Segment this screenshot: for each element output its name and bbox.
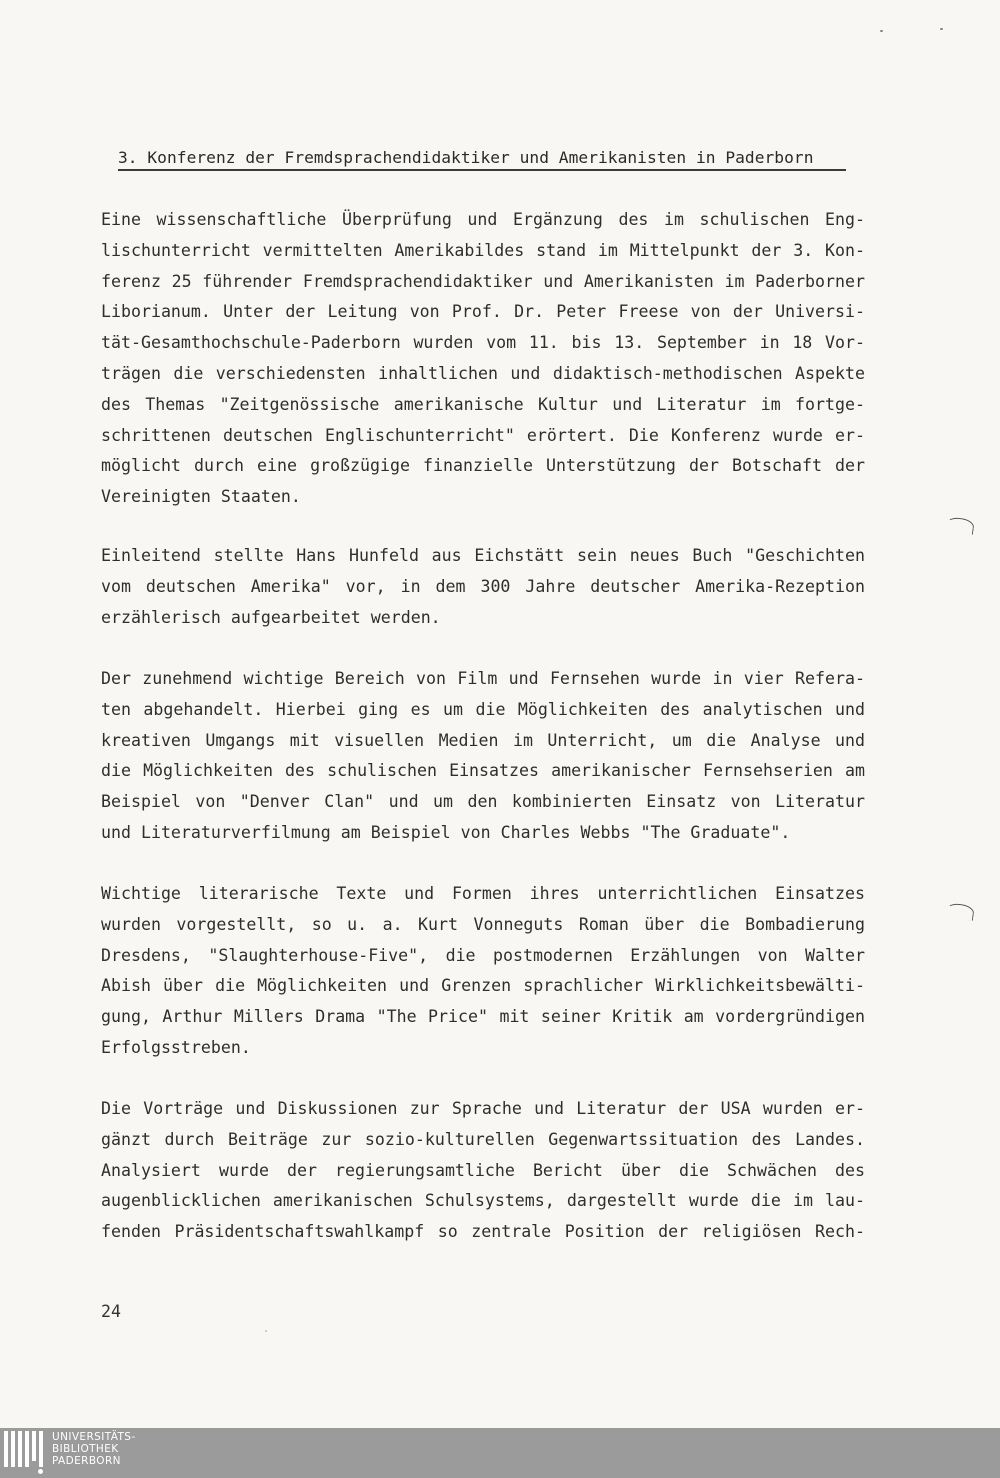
page-number: 24 [101, 1302, 121, 1321]
scan-speck [940, 28, 943, 30]
paragraph-5 [101, 1094, 865, 1248]
text-line: kreativen Umgangs mit visuellen Medien im Unterricht, um die Analyse und [101, 730, 865, 750]
text-line: möglicht durch eine großzügige finanzielle Unterstützung der Botschaft der [101, 456, 865, 476]
text-line: gänzt durch Beiträge zur sozio-kulturellen Gegenwartssituation des Landes. [101, 1129, 865, 1149]
text-line: Der zunehmend wichtige Bereich von Film und Fernsehen wurde in vier Refera- [101, 669, 865, 688]
text-line: und Literaturverfilmung am Beispiel von Charles Webbs "The Graduate". [101, 822, 791, 842]
text-line: Einleitend stellte Hans Hunfeld aus Eichstätt sein neues Buch "Geschichten [101, 546, 865, 565]
text-line: Vereinigten Staaten. [101, 487, 301, 507]
text-line: Liborianum. Unter der Leitung von Prof. Dr. Peter Freese von der Universi- [101, 302, 865, 322]
text-line: Wichtige literarische Texte und Formen ihres unterrichtlichen Einsatzes [101, 884, 865, 903]
scan-speck [265, 1330, 267, 1332]
text-line: Abish über die Möglichkeiten und Grenzen sprachlicher Wirklichkeitsbewälti- [101, 976, 865, 996]
library-logo-text [52, 1431, 136, 1467]
paragraph-3 [101, 664, 865, 849]
document-title: 3. Konferenz der Fremdsprachendidaktiker und Amerikanisten in Paderborn [118, 148, 814, 167]
logo-line: UNIVERSITÄTS- [52, 1431, 136, 1443]
text-line: schrittenen deutschen Englischunterricht" erörtert. Die Konferenz wurde er- [101, 425, 865, 445]
margin-binding-mark [945, 902, 975, 921]
scan-speck [880, 30, 883, 32]
margin-binding-mark [945, 516, 975, 535]
text-line: trägen die verschiedensten inhaltlichen und didaktisch-methodischen Aspekte [101, 363, 865, 383]
logo-line: BIBLIOTHEK [52, 1443, 119, 1455]
paragraph-4 [101, 879, 865, 1064]
title-underline [118, 169, 846, 171]
logo-line: PADERBORN [52, 1455, 121, 1467]
text-line: augenblicklichen amerikanischen Schulsystems, dargestellt wurde die im lau- [101, 1191, 865, 1211]
paragraph-1 [101, 205, 865, 513]
text-line: Dresdens, "Slaughterhouse-Five", die postmodernen Erzählungen von Walter [101, 945, 865, 965]
text-line: die Möglichkeiten des schulischen Einsatzes amerikanischer Fernsehserien am [101, 761, 865, 781]
text-line: Erfolgsstreben. [101, 1037, 251, 1057]
library-footer-bar [0, 1428, 1000, 1478]
text-line: lischunterricht vermittelten Amerikabildes stand im Mittelpunkt der 3. Kon- [101, 240, 865, 260]
text-line: Analysiert wurde der regierungsamtliche Bericht über die Schwächen des [101, 1160, 865, 1180]
text-line: erzählerisch aufgearbeitet werden. [101, 607, 441, 627]
library-logo-icon [2, 1431, 46, 1475]
text-line: vom deutschen Amerika" vor, in dem 300 Jahre deutscher Amerika-Rezeption [101, 576, 865, 596]
paragraph-2 [101, 541, 865, 633]
text-line: wurden vorgestellt, so u. a. Kurt Vonneguts Roman über die Bombadierung [101, 914, 865, 934]
text-line: Eine wissenschaftliche Überprüfung und Ergänzung des im schulischen Eng- [101, 210, 865, 229]
text-line: tät-Gesamthochschule-Paderborn wurden vom 11. bis 13. September in 18 Vor- [101, 333, 865, 353]
text-line: fenden Präsidentschaftswahlkampf so zentrale Position der religiösen Rech- [101, 1222, 865, 1242]
text-line: Beispiel von "Denver Clan" und um den kombinierten Einsatz von Literatur [101, 792, 865, 812]
text-line: ten abgehandelt. Hierbei ging es um die Möglichkeiten des analytischen und [101, 699, 865, 719]
text-line: des Themas "Zeitgenössische amerikanische Kultur und Literatur im fortge- [101, 394, 865, 414]
text-line: ferenz 25 führender Fremdsprachendidaktiker und Amerikanisten im Paderborner [101, 271, 865, 291]
text-line: gung, Arthur Millers Drama "The Price" mit seiner Kritik am vordergründigen [101, 1007, 865, 1027]
text-line: Die Vorträge und Diskussionen zur Sprache und Literatur der USA wurden er- [101, 1099, 865, 1118]
